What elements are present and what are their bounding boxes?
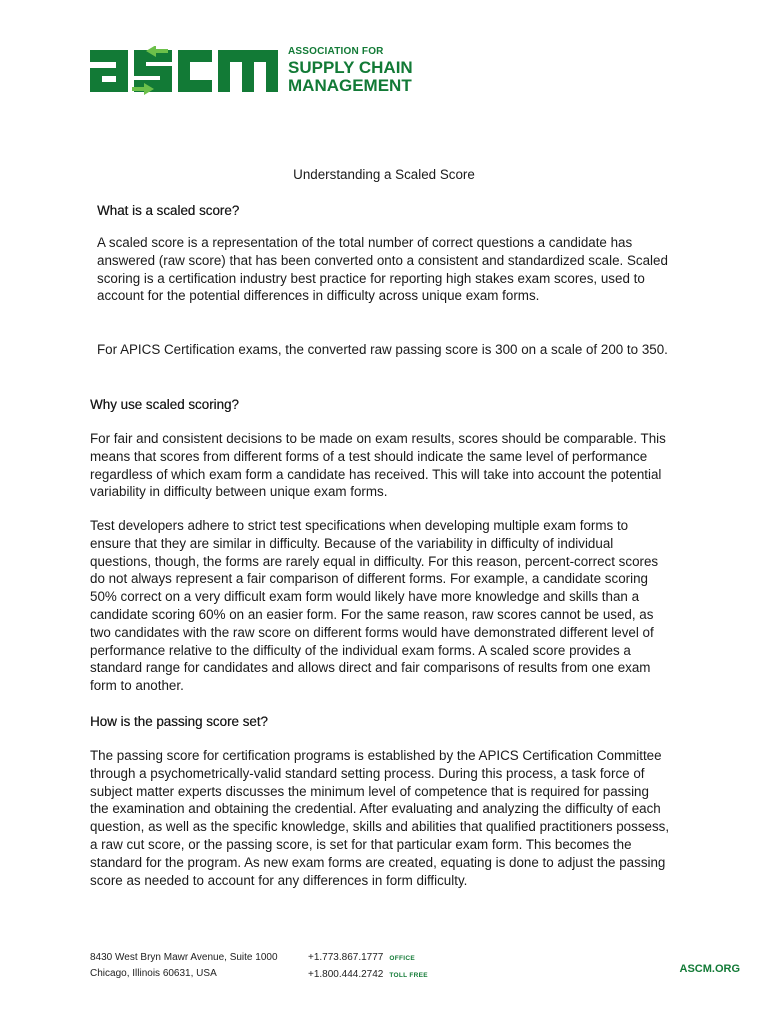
- paragraph-fair-decisions: For fair and consistent decisions to be made on exam results, scores should be comparable. This means that scores from different forms of a test should indicate the same level of performance regardless of which exam form a candidate has received. This will take into account the potential variability in difficulty between unique exam forms.: [90, 431, 666, 500]
- footer-address: [90, 950, 278, 982]
- phone-tollfree-label: TOLL FREE: [389, 972, 428, 979]
- org-line-3: MANAGEMENT: [288, 76, 412, 95]
- phone-tollfree-number: +1.800.444.2742: [308, 969, 384, 980]
- phone-office-number: +1.773.867.1777: [308, 952, 384, 963]
- paragraph-standard-setting: The passing score for certification programs is established by the APICS Certification Committee through a psychometrically-valid standard setting process. During this process, a task force of subject matter experts discusses the minimum level of competence that is required for passing the examination and obtaining the credential. After evaluating and analyzing the difficulty of each question, as well as the specific knowledge, skills and abilities that qualified practitioners possess, a raw cut score, or the passing score, is set for that particular exam form. This becomes the standard for the program. As new exam forms are created, equating is done to adjust the passing score as needed to account for any differences in form difficulty.: [90, 748, 670, 888]
- footer-website-link[interactable]: ASCM.ORG: [679, 963, 740, 975]
- footer-phones: [308, 950, 428, 984]
- paragraph-passing-score: For APICS Certification exams, the converted raw passing score is 300 on a scale of 200 to 350.: [97, 342, 668, 357]
- phone-office-label: OFFICE: [389, 955, 415, 962]
- paragraph-definition: A scaled score is a representation of the total number of correct questions a candidate has answered (raw score) that has been converted onto a consistent and standardized scale. Scaled scoring is a certification industry best practice for reporting high stakes exam scores, used to account for the potential differences in difficulty across unique exam forms.: [97, 235, 668, 304]
- phone-office: [308, 950, 428, 967]
- org-name: [288, 46, 413, 94]
- address-line-1: 8430 West Bryn Mawr Avenue, Suite 1000: [90, 952, 278, 963]
- section-heading-what-is: What is a scaled score?: [97, 203, 240, 218]
- ascm-logo: [90, 46, 420, 96]
- section-heading-how-set: How is the passing score set?: [90, 714, 268, 729]
- phone-tollfree: [308, 967, 428, 984]
- document-title: Understanding a Scaled Score: [293, 167, 475, 182]
- ascm-wordmark-icon: [90, 46, 280, 96]
- org-line-2: SUPPLY CHAIN: [288, 58, 413, 77]
- address-line-2: Chicago, Illinois 60631, USA: [90, 968, 217, 979]
- paragraph-test-developers: Test developers adhere to strict test specifications when developing multiple exam forms to ensure that they are similar in difficulty. Because of the variability in difficulty of individual questions, though, the forms are rarely equal in difficulty. For this reason, percent-correct scores do not always represent a fair comparison of different forms. For example, a candidate scoring 50% correct on a very difficult exam form would likely have more knowledge and skills than a candidate scoring 60% on an easier form. For the same reason, raw scores cannot be used, as two candidates with the raw score on different forms would have demonstrated different level of performance relative to the difficulty of the individual exam forms. A scaled score provides a standard range for candidates and allows direct and fair comparisons of results from one exam form to another.: [90, 518, 659, 694]
- org-line-1: ASSOCIATION FOR: [288, 46, 384, 57]
- section-heading-why-use: Why use scaled scoring?: [90, 397, 239, 412]
